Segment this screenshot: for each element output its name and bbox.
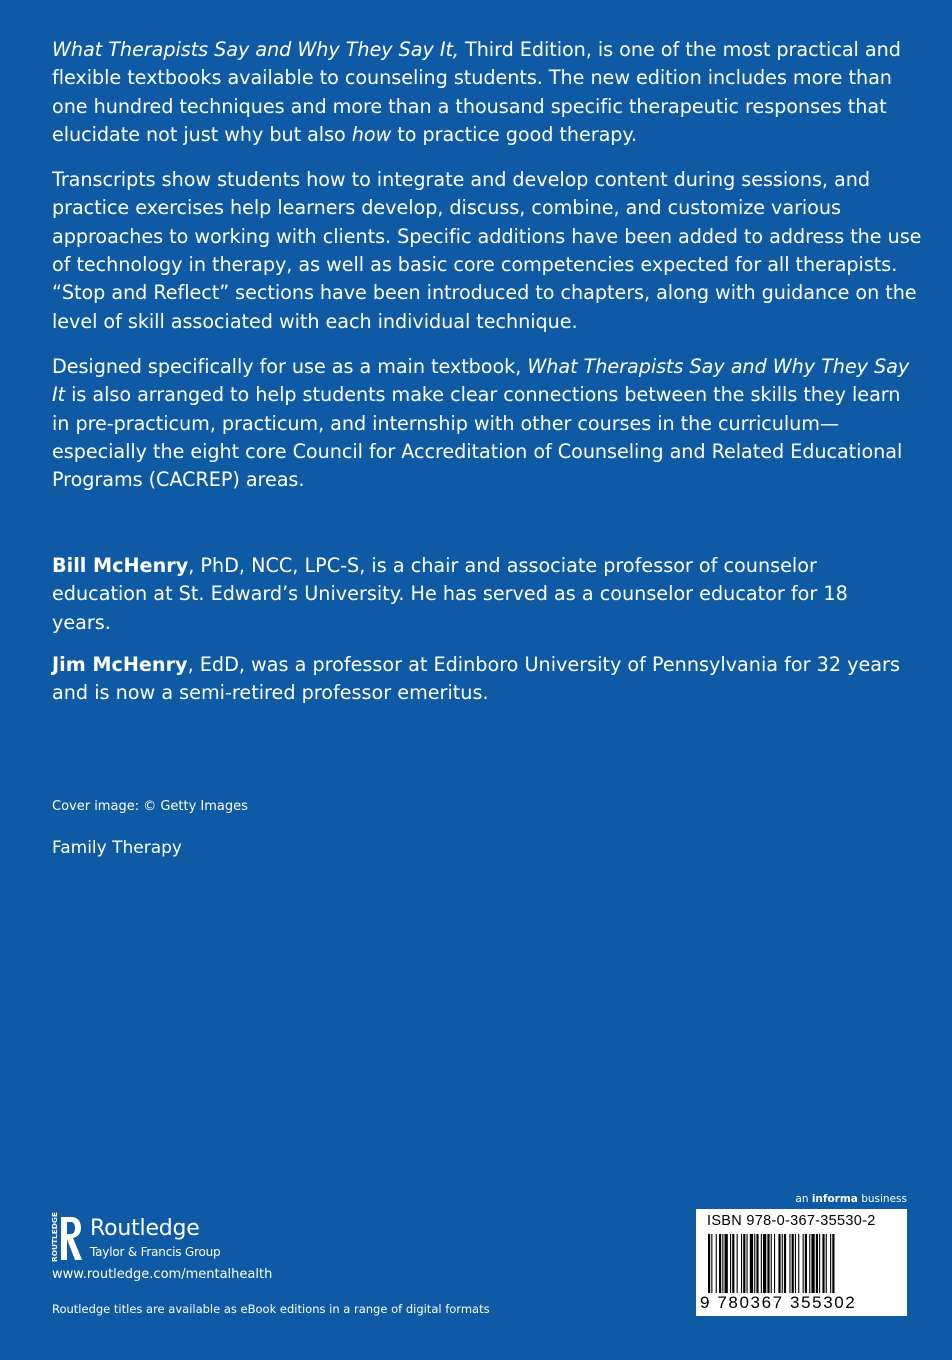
barcode-stripe <box>743 1234 745 1294</box>
barcode-stripe <box>750 1234 753 1294</box>
barcode-stripe <box>719 1234 721 1294</box>
barcode-stripe <box>732 1234 734 1294</box>
author-bios <box>52 552 912 721</box>
barcode-stripe <box>747 1234 748 1294</box>
author-bio: Jim McHenry, EdD, was a professor at Edinboro University of Pennsylvania for 32 years and is now a semi-retired professor emeritus. <box>52 652 900 705</box>
author-bio: Bill McHenry, PhD, NCC, LPC-S, is a chair and associate professor of counselor education at St. Edward’s University. He has served as a counselor educator for 18 years. <box>52 554 848 634</box>
ebook-note: Routledge titles are available as eBook editions in a range of digital formats <box>52 1302 490 1316</box>
barcode-stripe <box>763 1234 766 1294</box>
description-paragraph-3: Designed specifically for use as a main textbook, What Therapists Say and Why They Say It is also arranged to help students make clear connections between the skills they learn in pre-practicum, practicum, and internship with other courses in the curriculum—especially the eight core Council for Accreditation of Counseling and Related Educational Programs (CACREP) areas. <box>52 354 910 492</box>
barcode-stripe <box>784 1234 786 1294</box>
publisher-name: Routledge <box>90 1216 200 1241</box>
barcode-stripe <box>798 1234 799 1294</box>
isbn-barcode <box>696 1209 907 1316</box>
barcode-stripe <box>805 1234 807 1294</box>
barcode-stripe <box>754 1234 755 1294</box>
barcode-stripe <box>809 1234 810 1294</box>
barcode-stripe <box>778 1234 780 1294</box>
routledge-r-icon <box>50 1211 84 1264</box>
publisher-website[interactable]: www.routledge.com/mentalhealth <box>52 1267 273 1282</box>
author-name: Bill McHenry <box>52 554 189 577</box>
book-title: What Therapists Say and Why They Say It, <box>52 38 459 61</box>
barcode-stripe <box>730 1234 731 1294</box>
barcode-stripe <box>811 1234 814 1294</box>
barcode-stripe <box>722 1234 723 1294</box>
informa-tagline: an informa business <box>795 1193 907 1205</box>
barcode-stripe <box>803 1234 804 1294</box>
isbn-number: ISBN 978-0-367-35530-2 <box>707 1213 876 1229</box>
barcode-stripe <box>741 1234 742 1294</box>
barcode-digits: 9 780367 355302 <box>700 1293 857 1312</box>
barcode-stripe <box>716 1234 717 1294</box>
barcode-stripe <box>725 1234 728 1294</box>
barcode-stripe <box>826 1234 827 1294</box>
routledge-logo-vertical-text: ROUTLEDGE <box>50 1211 59 1262</box>
barcode-stripe <box>830 1234 831 1294</box>
barcode-stripe <box>761 1234 762 1294</box>
publisher-group: Taylor & Francis Group <box>90 1245 221 1259</box>
barcode-stripe <box>792 1234 794 1294</box>
book-title: What Therapists Say and Why They Say It <box>52 354 910 407</box>
cover-image-credit: Cover image: © Getty Images <box>52 799 248 814</box>
barcode-stripe <box>795 1234 796 1294</box>
book-description <box>52 36 922 511</box>
barcode-stripe <box>737 1234 738 1294</box>
barcode-stripe <box>789 1234 790 1294</box>
barcode-stripe <box>816 1234 818 1294</box>
barcode-stripe <box>756 1234 758 1294</box>
barcode-stripe <box>822 1234 824 1294</box>
routledge-logo <box>50 1211 272 1266</box>
subject-category: Family Therapy <box>52 838 182 858</box>
description-paragraph-1: What Therapists Say and Why They Say It, Third Edition, is one of the most practical and flexible textbooks available to counseling students. The new edition includes more than one hundred techniques and more than a thousand specific therapeutic responses that elucidate not just why but also how to practice good therapy. <box>52 38 901 146</box>
barcode-stripe <box>767 1234 769 1294</box>
description-paragraph-2: Transcripts show students how to integrate and develop content during sessions, and practice exercises help learners develop, discuss, combine, and customize various approaches to working with clients. Specific additions have been added to address the use of technology in therapy, as well as basic core competencies expected for all therapists. “Stop and Reflect” sections have been introduced to chapters, along with guidance on the level of skill associated with each individual technique. <box>52 168 922 333</box>
barcode-stripe <box>774 1234 775 1294</box>
barcode-stripe <box>819 1234 820 1294</box>
author-name: Jim McHenry <box>52 652 188 676</box>
barcode-stripe <box>782 1234 783 1294</box>
